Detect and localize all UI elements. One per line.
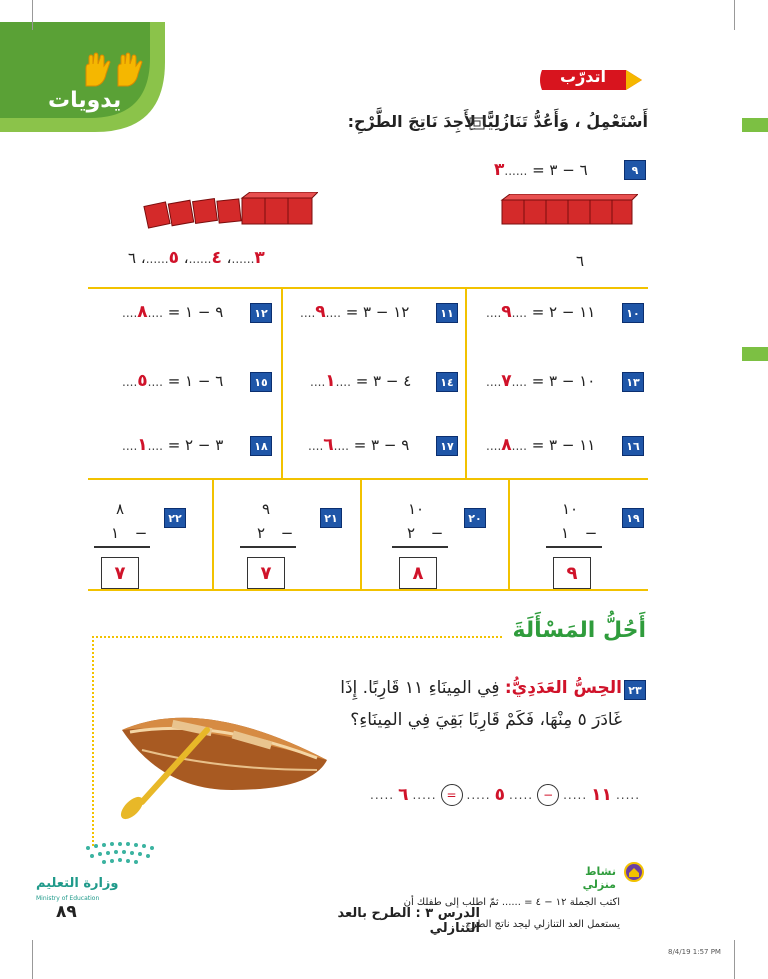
grid-equation: ....٧.... ١٠ − ٣ =	[486, 371, 596, 391]
ministry-name: وزارة التعليم	[36, 876, 119, 891]
separator: ،	[226, 249, 232, 267]
equation-text: ٩ − ١ =	[167, 303, 224, 321]
question-number: ١١	[436, 303, 458, 323]
practice-badge-label: أتدرّب	[559, 67, 607, 86]
question-number: ٩	[624, 160, 646, 180]
grid-line	[465, 287, 467, 479]
vertical-bottom	[246, 524, 306, 542]
answer: ٣	[494, 160, 505, 180]
answer: ٨	[501, 435, 512, 455]
hands-icon	[78, 52, 148, 88]
rowboat-illustration	[112, 690, 342, 820]
word-problem	[340, 672, 622, 736]
sequence-start: ٦	[576, 252, 585, 270]
grid-equation: ....١.... ٣ − ٢ =	[122, 435, 224, 455]
answer: ٥	[137, 371, 148, 391]
equation-text: ٤ − ٣ =	[355, 372, 412, 390]
answer: ٧	[501, 371, 512, 391]
grid-line	[88, 478, 648, 480]
grid-equation: ....٦.... ٩ − ٣ =	[308, 435, 410, 455]
section-title: أَحُلُّ المَسْأَلَةَ	[512, 618, 646, 643]
problem-text: فِي المِينَاءِ ١١ قَارِبًا. إِذَا غَادَرَ ٥ مِنْهَا، فَكَمْ قَارِبًا بَقِيَ فِي المِينَاءِ؟	[340, 678, 622, 730]
answer: ٦	[323, 435, 334, 455]
equation-text: ١٢ − ٣ =	[345, 303, 410, 321]
vertical-bar	[94, 546, 150, 548]
question-number: ٢١	[320, 508, 342, 528]
minus-sign: −	[134, 524, 148, 542]
grid-line	[281, 287, 283, 479]
crop-mark	[32, 940, 33, 979]
home-activity-icon	[624, 862, 644, 882]
vertical-bar	[240, 546, 296, 548]
answer-box: ٧	[101, 557, 139, 589]
question-number: ١٩	[622, 508, 644, 528]
grid-line	[212, 480, 214, 590]
vertical-bottom	[396, 524, 456, 542]
equation-text: ٣ − ٢ =	[167, 436, 224, 454]
q23-equation: ..... ٦ ..... = ..... ٥ ..... − ..... ١١ .....	[370, 785, 641, 805]
home-activity-text: اكتب الجملة ١٢ − ٤ = ...... ثمّ اطلب إلى طفلك أن يستعمل العد التنازلي ليجد ناتج الطرح.	[403, 897, 620, 930]
vertical-bar	[392, 546, 448, 548]
question-number: ٢٢	[164, 508, 186, 528]
result: ٦	[398, 785, 409, 805]
print-stamp: 8/4/19 1:57 PM	[668, 948, 721, 956]
grid-equation: ....٥.... ٦ − ١ =	[122, 371, 224, 391]
page-number: ٨٩	[56, 902, 77, 922]
minus-sign: −	[584, 524, 598, 542]
countdown-sequence: ٣......، ٤......، ٥......، ٦	[128, 248, 265, 268]
sequence-answer: ٣	[254, 248, 265, 268]
grid-equation: ....٨.... ١١ − ٣ =	[486, 435, 596, 455]
side-tab-marker	[742, 347, 768, 361]
question-number: ١٢	[250, 303, 272, 323]
grid-line	[360, 480, 362, 590]
q9-equation	[494, 160, 588, 180]
question-number: ١٤	[436, 372, 458, 392]
dotted-divider	[92, 636, 502, 638]
question-number: ١٥	[250, 372, 272, 392]
question-number: ٢٣	[624, 680, 646, 700]
cubes-icon	[468, 114, 488, 132]
grid-line	[88, 287, 648, 289]
answer: ٨	[137, 302, 148, 322]
question-number: ١٧	[436, 436, 458, 456]
value: ١	[110, 524, 120, 542]
sequence-answer: ٤	[211, 248, 222, 268]
answer-blank: ......	[504, 164, 528, 178]
value: ١	[560, 524, 570, 542]
grid-equation: ....١.... ٤ − ٣ =	[310, 371, 412, 391]
vertical-bottom	[550, 524, 610, 542]
vertical-bottom	[100, 524, 160, 542]
value: ٢	[406, 524, 416, 542]
vertical-top: ١٠	[561, 500, 579, 518]
question-number: ١٨	[250, 436, 272, 456]
sequence-value: ٦	[128, 249, 137, 267]
separator: ،	[183, 249, 189, 267]
vertical-top: ٩	[261, 500, 271, 518]
problem-label: الحِسُّ العَدَدِيُّ:	[504, 678, 622, 698]
equation-text: ٦ − ١ =	[167, 372, 224, 390]
minus-sign: −	[430, 524, 444, 542]
crop-mark	[734, 940, 735, 979]
ministry-logo	[82, 840, 164, 874]
grid-equation: ....٩.... ١٢ − ٣ =	[300, 302, 410, 322]
instruction-text: أَسْتَعْمِلُ ، وَأَعُدُّ تَنَازُلِيًّا لِأَجِدَ نَاتِجَ الطَّرْحِ:	[347, 112, 648, 131]
lesson-title: الدرس ٣ : الطرح بالعد التنازلي	[337, 906, 480, 936]
question-number: ١٣	[622, 372, 644, 392]
cube-train-right	[498, 194, 638, 228]
minus-circle: −	[537, 784, 559, 806]
answer: ٩	[315, 302, 326, 322]
ministry-sub: Ministry of Education	[36, 895, 100, 902]
vertical-top: ٨	[115, 500, 125, 518]
corner-label: يدويات	[48, 88, 122, 113]
answer-box: ٧	[247, 557, 285, 589]
question-number: ١٦	[622, 436, 644, 456]
grid-line	[88, 589, 648, 591]
minus-sign: −	[280, 524, 294, 542]
question-number: ٢٠	[464, 508, 486, 528]
side-tab-marker	[742, 118, 768, 132]
home-activity-title: نشاط منزلي	[582, 865, 616, 891]
answer: ١	[325, 371, 336, 391]
cube-train-left	[142, 192, 318, 230]
equation-text: ١٠ − ٣ =	[531, 372, 596, 390]
equation-text: ٦ − ٣ =	[532, 161, 588, 179]
vertical-bar	[546, 546, 602, 548]
answer-box: ٩	[553, 557, 591, 589]
equation-text: ٩ − ٣ =	[353, 436, 410, 454]
sequence-answer: ٥	[168, 248, 179, 268]
grid-equation: ....٩.... ١١ − ٢ =	[486, 302, 596, 322]
number: ٥	[494, 785, 506, 805]
separator: ،	[140, 249, 146, 267]
answer: ٩	[501, 302, 512, 322]
answer: ١	[137, 435, 148, 455]
value: ٢	[256, 524, 266, 542]
grid-equation: ....٨.... ٩ − ١ =	[122, 302, 224, 322]
vertical-top: ١٠	[407, 500, 425, 518]
crop-mark	[32, 0, 33, 30]
number: ١١	[591, 785, 612, 805]
crop-mark	[734, 0, 735, 30]
equation-text: ١١ − ٢ =	[531, 303, 596, 321]
dotted-divider	[92, 636, 94, 846]
equation-text: ١١ − ٣ =	[531, 436, 596, 454]
grid-line	[508, 480, 510, 590]
answer-box: ٨	[399, 557, 437, 589]
equals-circle: =	[441, 784, 463, 806]
question-number: ١٠	[622, 303, 644, 323]
